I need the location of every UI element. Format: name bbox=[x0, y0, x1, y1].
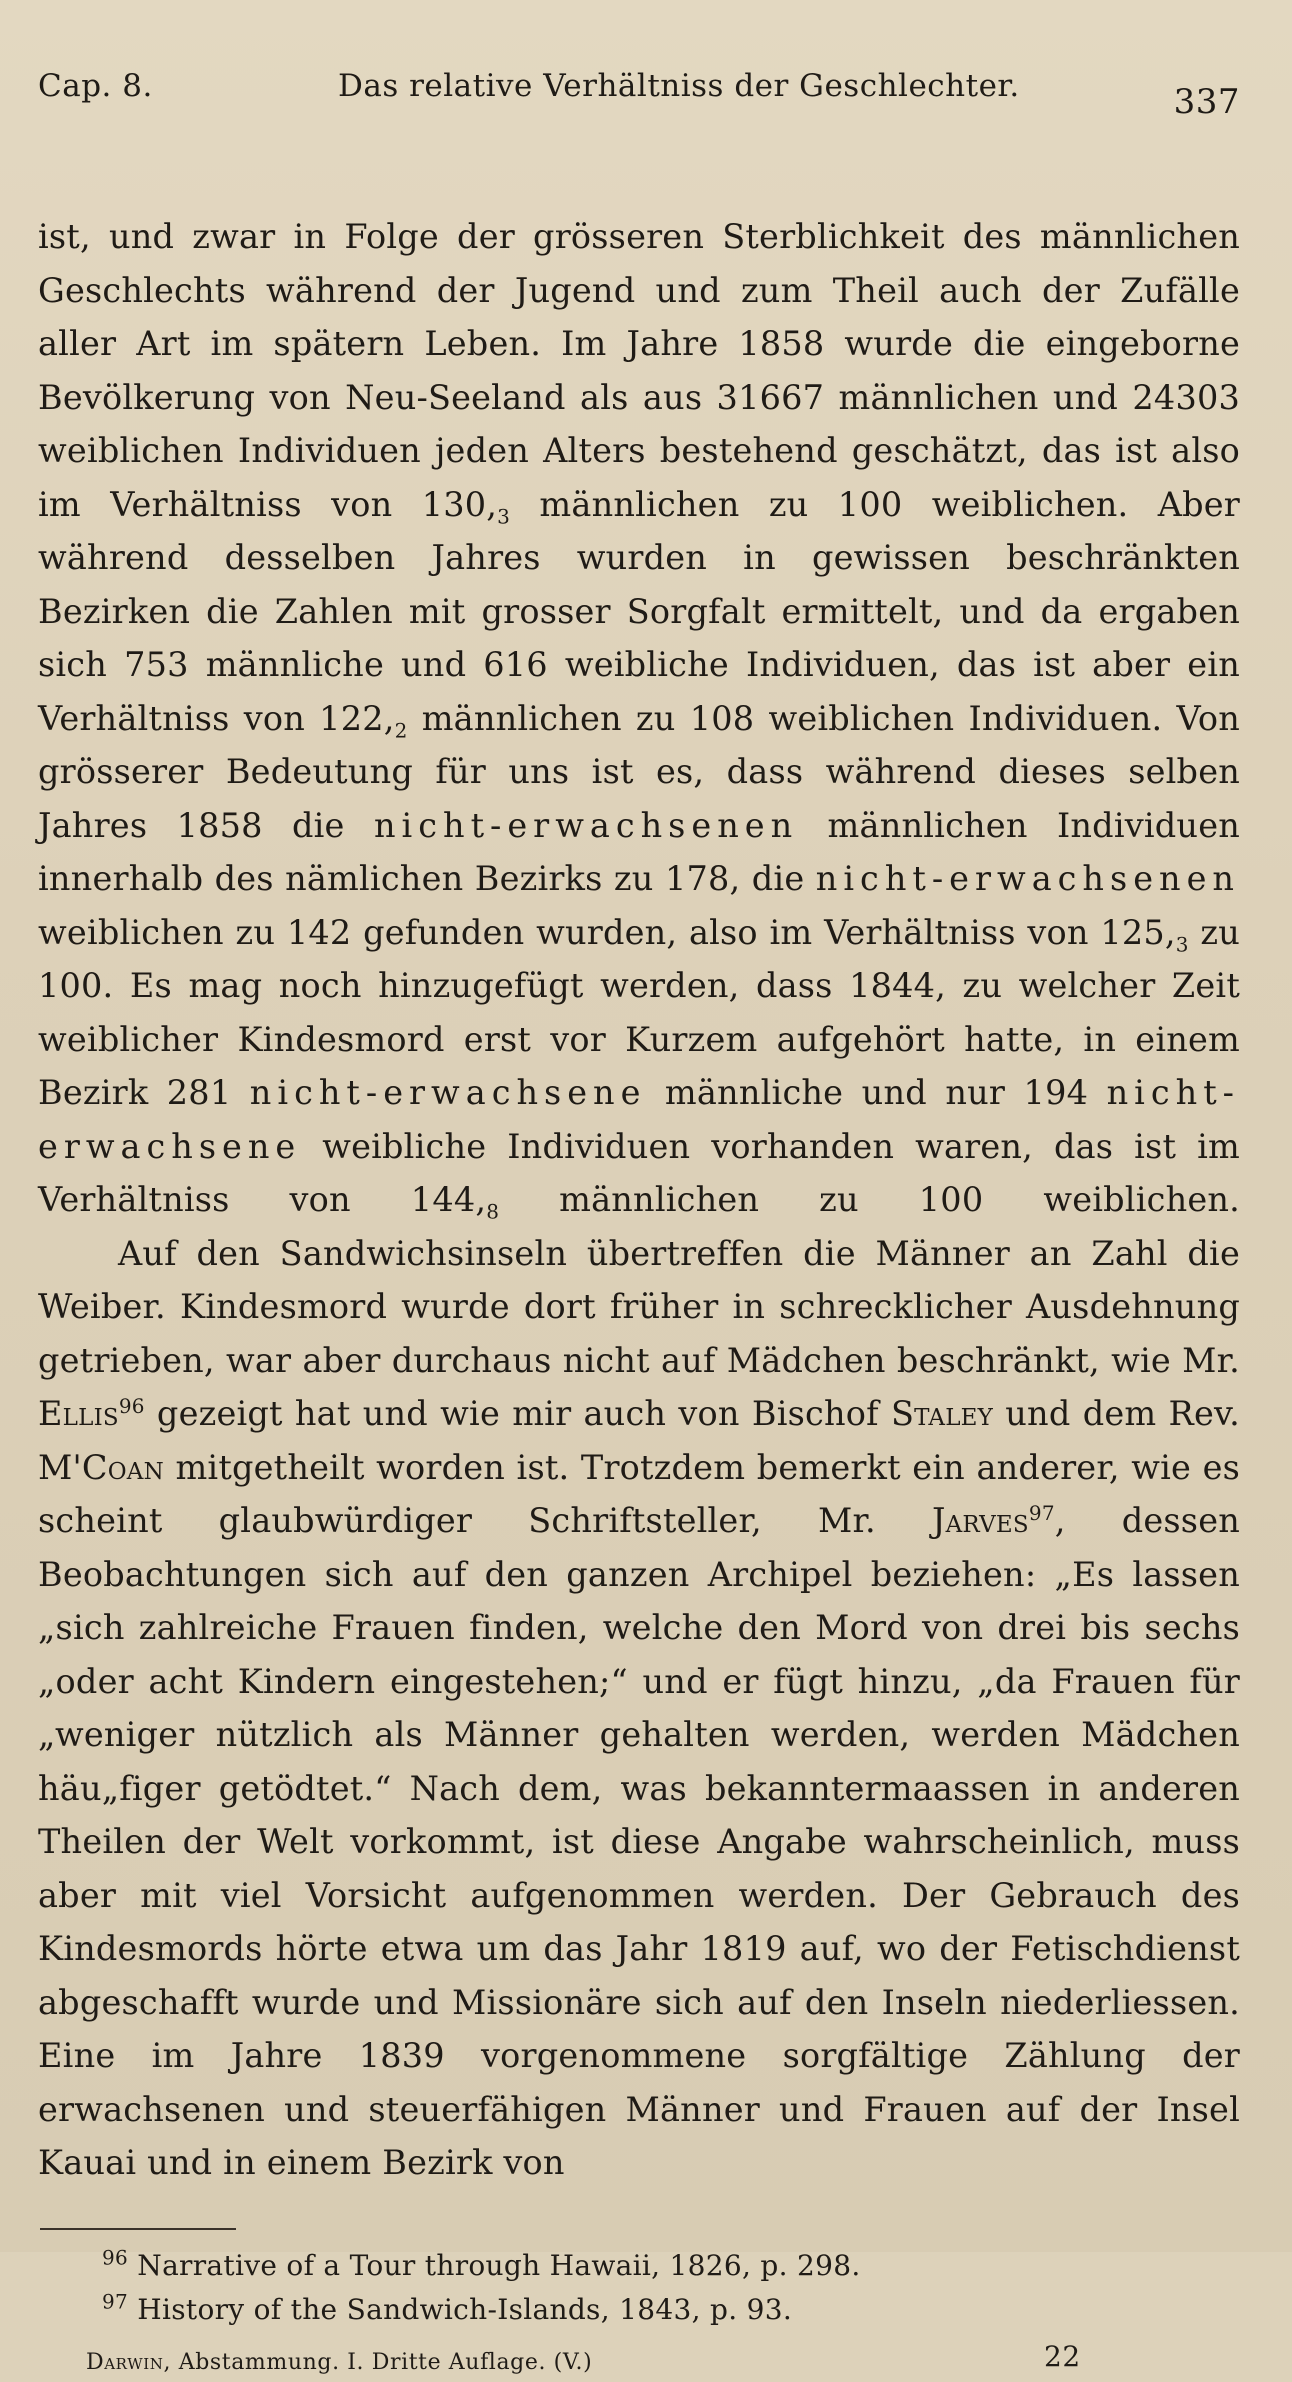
text-run: , dessen Beobachtungen sich auf den ganzen Archipel beziehen: „Es lassen „sich zahlreiche Frauen finden, welche den Mord von drei bis sechs „oder acht Kindern eingestehen;“ und er fügt hinzu, „da Frauen für „weniger nützlich als Männer gehalten werden, werden Mädchen häu„figer getödtet.“ Nach dem, was bekanntermaassen in anderen Theilen der Welt vorkommt, ist diese Angabe wahrscheinlich, muss aber mit viel Vorsicht aufgenommen werden. Der Gebrauch des Kindesmords hörte etwa um das Jahr 1819 auf, wo der Fetischdienst abgeschafft wurde und Missionäre sich auf den Inseln niederliessen. Eine im Jahre 1839 vorgenommene sorgfältige Zählung der erwachsenen und steuerfähigen Männer und Frauen auf der Insel Kauai und in einem Bezirk von bbox=[38, 1501, 1240, 2182]
emphasis-spaced: nicht-erwachsene bbox=[38, 1073, 1240, 1166]
text-run: Auf den Sandwichsinseln übertreffen die Männer an Zahl die Weiber. Kindesmord wurde dort früher in schrecklicher Ausdehnung getrieben, war aber durchaus nicht auf Mädchen beschränkt, wie Mr. bbox=[38, 1233, 1240, 1380]
emphasis-spaced: nicht-erwachsenen bbox=[815, 859, 1240, 898]
text-run: männlichen Individuen innerhalb des nämlichen Bezirks zu 178, die bbox=[38, 805, 1240, 898]
decimal-subscript: 2 bbox=[394, 718, 408, 743]
footnote-marker: 97 bbox=[102, 2289, 129, 2314]
text-run: männliche und nur 194 bbox=[646, 1073, 1107, 1112]
footnote-marker: 96 bbox=[102, 2245, 129, 2270]
emphasis-spaced: nicht-erwachsene bbox=[249, 1073, 647, 1112]
decimal-subscript: 3 bbox=[497, 504, 511, 529]
author-name: Jarves bbox=[931, 1501, 1029, 1540]
running-header bbox=[38, 62, 1240, 132]
footnote-reference[interactable]: 96 bbox=[118, 1393, 145, 1418]
footnote-rule bbox=[40, 2228, 236, 2230]
text-run: ist, und zwar in Folge der grösseren Sterblichkeit des männlichen Geschlechts während der Jugend und zum Theil auch der Zufälle aller Art im spätern Leben. Im Jahre 1858 wurde die eingeborne Bevölkerung von Neu-Seeland als aus 31667 männlichen und 24303 weiblichen Individuen jeden Alters bestehend geschätzt, das ist also im Verhältniss von 130, bbox=[38, 217, 1240, 524]
decimal-subscript: 8 bbox=[486, 1199, 500, 1224]
text-run: zu 100. Es mag noch hinzugefügt werden, dass 1844, zu welcher Zeit weiblicher Kindesmord erst vor Kurzem aufgehört hatte, in einem Bezirk 281 bbox=[38, 912, 1240, 1112]
footnote-97 bbox=[38, 2288, 1240, 2332]
footnotes bbox=[38, 2244, 1240, 2332]
author-name: Staley bbox=[890, 1394, 994, 1433]
text-run: gezeigt hat und wie mir auch von Bischof bbox=[144, 1394, 891, 1433]
text-run: männlichen zu 100 weiblichen. Aber während desselben Jahres wurden in gewissen beschränkten Bezirken die Zahlen mit grosser Sorgfalt ermittelt, und da ergaben sich 753 männliche und 616 weibliche Individuen, das ist aber ein Verhältniss von 122, bbox=[38, 484, 1240, 738]
text-run: männlichen zu 108 weiblichen Individuen. Von grösserer Bedeutung für uns ist es, dass während dieses selben Jahres 1858 die bbox=[38, 698, 1240, 845]
paragraph-new-zealand bbox=[38, 210, 1240, 1227]
text-run: mitgetheilt worden ist. Trotzdem bemerkt ein anderer, wie es scheint glaubwürdiger Schriftsteller, Mr. bbox=[38, 1447, 1240, 1540]
running-title: Das relative Verhältniss der Geschlechter. bbox=[338, 68, 1020, 104]
decimal-subscript: 3 bbox=[1175, 932, 1189, 957]
signature-author: Darwin bbox=[86, 2349, 164, 2375]
page-number: 337 bbox=[1173, 82, 1240, 122]
emphasis-spaced: nicht-erwachsenen bbox=[373, 805, 799, 845]
footnote-text: Narrative of a Tour through Hawaii, 1826, p. 298. bbox=[128, 2248, 861, 2282]
text-run: weiblichen zu 142 gefunden wurden, also im Verhältniss von 125, bbox=[38, 912, 1176, 952]
signature-edition: , Abstammung. I. Dritte Auflage. (V.) bbox=[163, 2349, 593, 2375]
chapter-label: Cap. 8. bbox=[38, 68, 153, 104]
paragraph-sandwich-islands bbox=[38, 1227, 1240, 2190]
author-name: Ellis bbox=[38, 1394, 119, 1433]
signature-line bbox=[86, 2350, 592, 2375]
body-text bbox=[38, 210, 1240, 2190]
footnote-reference[interactable]: 97 bbox=[1028, 1500, 1055, 1525]
text-run: und dem Rev. bbox=[993, 1394, 1241, 1433]
author-name: M'Coan bbox=[38, 1447, 164, 1487]
footnote-text: History of the Sandwich-Islands, 1843, p. 93. bbox=[128, 2292, 793, 2326]
printer-signature bbox=[38, 2339, 1240, 2382]
text-run: weibliche Individuen vorhanden waren, das ist im Verhältniss von 144, bbox=[38, 1126, 1240, 1219]
footnote-96 bbox=[38, 2244, 1240, 2288]
sheet-number: 22 bbox=[1044, 2339, 1081, 2373]
text-run: männlichen zu 100 weiblichen. bbox=[499, 1180, 1240, 1219]
